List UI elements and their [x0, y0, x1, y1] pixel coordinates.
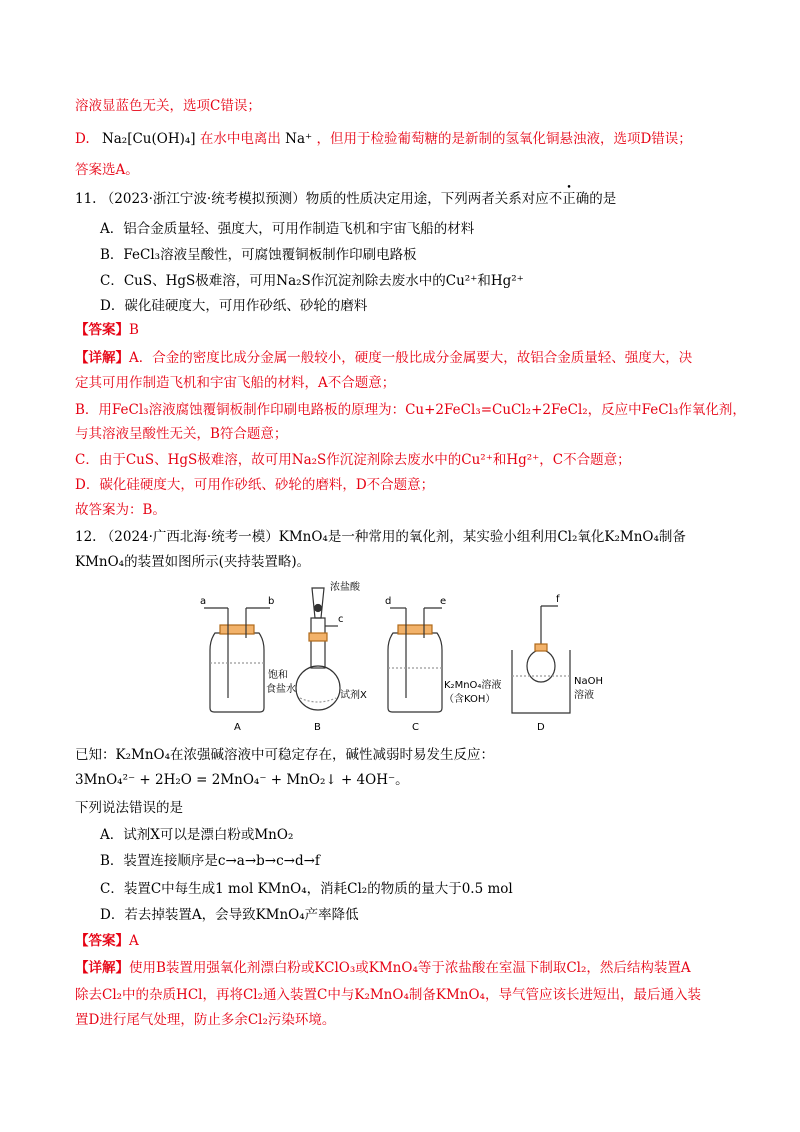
q12-ask: 下列说法错误的是 [75, 800, 183, 816]
q11-option-a: A．铝合金质量轻、强度大，可用作制造飞机和宇宙飞船的材料 [100, 221, 475, 237]
bottle-a [204, 608, 270, 712]
answer-value: A [129, 933, 139, 949]
prev-answer-line: 溶液显蓝色无关，选项C错误； [75, 98, 261, 114]
q12-option-c: C．装置C中每生成1 mol KMnO₄，消耗Cl₂的物质的量大于0.5 mol [100, 881, 513, 897]
ion-formula: Na⁺ [285, 131, 313, 147]
complex-formula: Na₂[Cu(OH)₄] [101, 131, 196, 147]
label-a: a [200, 596, 207, 607]
q11-stem [75, 190, 740, 208]
label-acid: 浓盐酸 [330, 582, 360, 593]
label-e: e [440, 596, 447, 607]
label-naoh-2: 溶液 [574, 690, 594, 701]
prev-answer-conclusion: 答案选A。 [75, 162, 139, 178]
answer-label: 【答案】 [75, 322, 129, 338]
answer-label: 【答案】 [75, 933, 129, 949]
detail-text: 使用B装置用强氧化剂漂白粉或KClO₃或KMnO₄等于浓盐酸在室温下制取Cl₂，然后结构装置A [129, 960, 691, 976]
q12-known: 已知：K₂MnO₄在浓强碱溶液中可稳定存在，碱性减弱时易发生反应： [75, 747, 494, 763]
label-d: d [385, 596, 392, 607]
detail-text: A．合金的密度比成分金属一般较小，硬度一般比成分金属要大，故铝合金质量轻、强度大，决 [129, 350, 693, 366]
q11-option-b: B．FeCl₃溶液呈酸性，可腐蚀覆铜板制作印刷电路板 [100, 247, 417, 263]
q12-option-b: B．装置连接顺序是c→a→b→c→d→f [100, 853, 320, 869]
label-c: c [338, 614, 344, 625]
detail-label: 【详解】 [75, 960, 129, 976]
label-solution-c-2: （含KOH） [444, 694, 496, 705]
q11-detail-line-1 [75, 349, 740, 367]
label-naoh-1: NaOH [574, 676, 603, 687]
flask-b [296, 588, 340, 710]
text: ，但用于检验葡萄糖的是新制的氢氧化铜悬浊液，选项D错误； [316, 131, 692, 147]
question-number: 11. [75, 191, 97, 207]
caption-a: A [234, 722, 241, 733]
q12-detail-line-2: 除去Cl₂中的杂质HCl，再将Cl₂通入装置C中与K₂MnO₄制备KMnO₄，导气管应该长进短出，最后通入装 [75, 987, 701, 1003]
answer-value: B [129, 322, 139, 338]
q12-answer [75, 932, 740, 950]
q11-detail-line-5: C．由于CuS、HgS极难溶，故可用Na₂S作沉淀剂除去废水中的Cu²⁺和Hg²⁺，C不合题意； [75, 452, 631, 468]
beaker-d [512, 606, 570, 713]
caption-c: C [412, 722, 419, 733]
q11-detail-line-3: B．用FeCl₃溶液腐蚀覆铜板制作印刷电路板的原理为：Cu+2FeCl₃=CuCl₂+2FeCl₂，反应中FeCl₃作氧化剂， [75, 402, 746, 418]
label-b: b [268, 596, 275, 607]
caption-b: B [314, 722, 321, 733]
label-brine-1: 饱和 [268, 670, 288, 681]
question-number: 12. [75, 529, 97, 545]
question-source: （2024·广西北海·统考一模） [100, 529, 279, 545]
prev-answer-option-d [75, 130, 740, 148]
label-reagent-x: 试剂X [340, 690, 367, 701]
q11-option-c: C．CuS、HgS极难溶，可用Na₂S作沉淀剂除去废水中的Cu²⁺和Hg²⁺ [100, 273, 524, 289]
question-stem-end: 的是 [589, 191, 617, 207]
label-f: f [556, 594, 560, 605]
question-source: （2023·浙江宁波·统考模拟预测） [100, 191, 306, 207]
q12-stem-line-1 [75, 528, 740, 546]
q12-stem-line-2: KMnO₄的装置如图所示(夹持装置略)。 [75, 554, 311, 570]
q12-option-d: D．若去掉装置A，会导致KMnO₄产率降低 [100, 907, 359, 923]
emphasized-text: 不正确 [548, 191, 590, 207]
label-solution-c-1: K₂MnO₄溶液 [444, 680, 502, 691]
q11-detail-line-2: 定其可用作制造飞机和宇宙飞船的材料，A不合题意； [75, 375, 396, 391]
q12-equation: 3MnO₄²⁻ + 2H₂O = 2MnO₄⁻ + MnO₂↓ + 4OH⁻。 [75, 772, 409, 788]
text: 在水中电离出 [199, 131, 281, 147]
q12-detail-line-1 [75, 959, 740, 977]
bottle-c [388, 608, 442, 712]
q11-detail-line-6: D．碳化硅硬度大，可用作砂纸、砂轮的磨料，D不合题意； [75, 477, 435, 493]
q11-conclusion: 故答案为：B。 [75, 502, 166, 518]
option-label: D. [75, 131, 90, 147]
q11-option-d: D．碳化硅硬度大，可用作砂纸、砂轮的磨料 [100, 298, 368, 314]
question-stem: 物质的性质决定用途，下列两者关系对应 [305, 191, 549, 207]
q12-option-a: A．试剂X可以是漂白粉或MnO₂ [100, 827, 294, 843]
detail-label: 【详解】 [75, 350, 129, 366]
label-brine-2: 食盐水 [266, 684, 296, 695]
q11-answer [75, 321, 740, 339]
caption-d: D [537, 722, 545, 733]
apparatus-figure [190, 578, 610, 738]
question-stem: KMnO₄是一种常用的氧化剂，某实验小组利用Cl₂氧化K₂MnO₄制备 [278, 529, 686, 545]
q11-detail-line-4: 与其溶液呈酸性无关，B符合题意； [75, 426, 288, 442]
q12-detail-line-3: 置D进行尾气处理，防止多余Cl₂污染环境。 [75, 1012, 336, 1028]
